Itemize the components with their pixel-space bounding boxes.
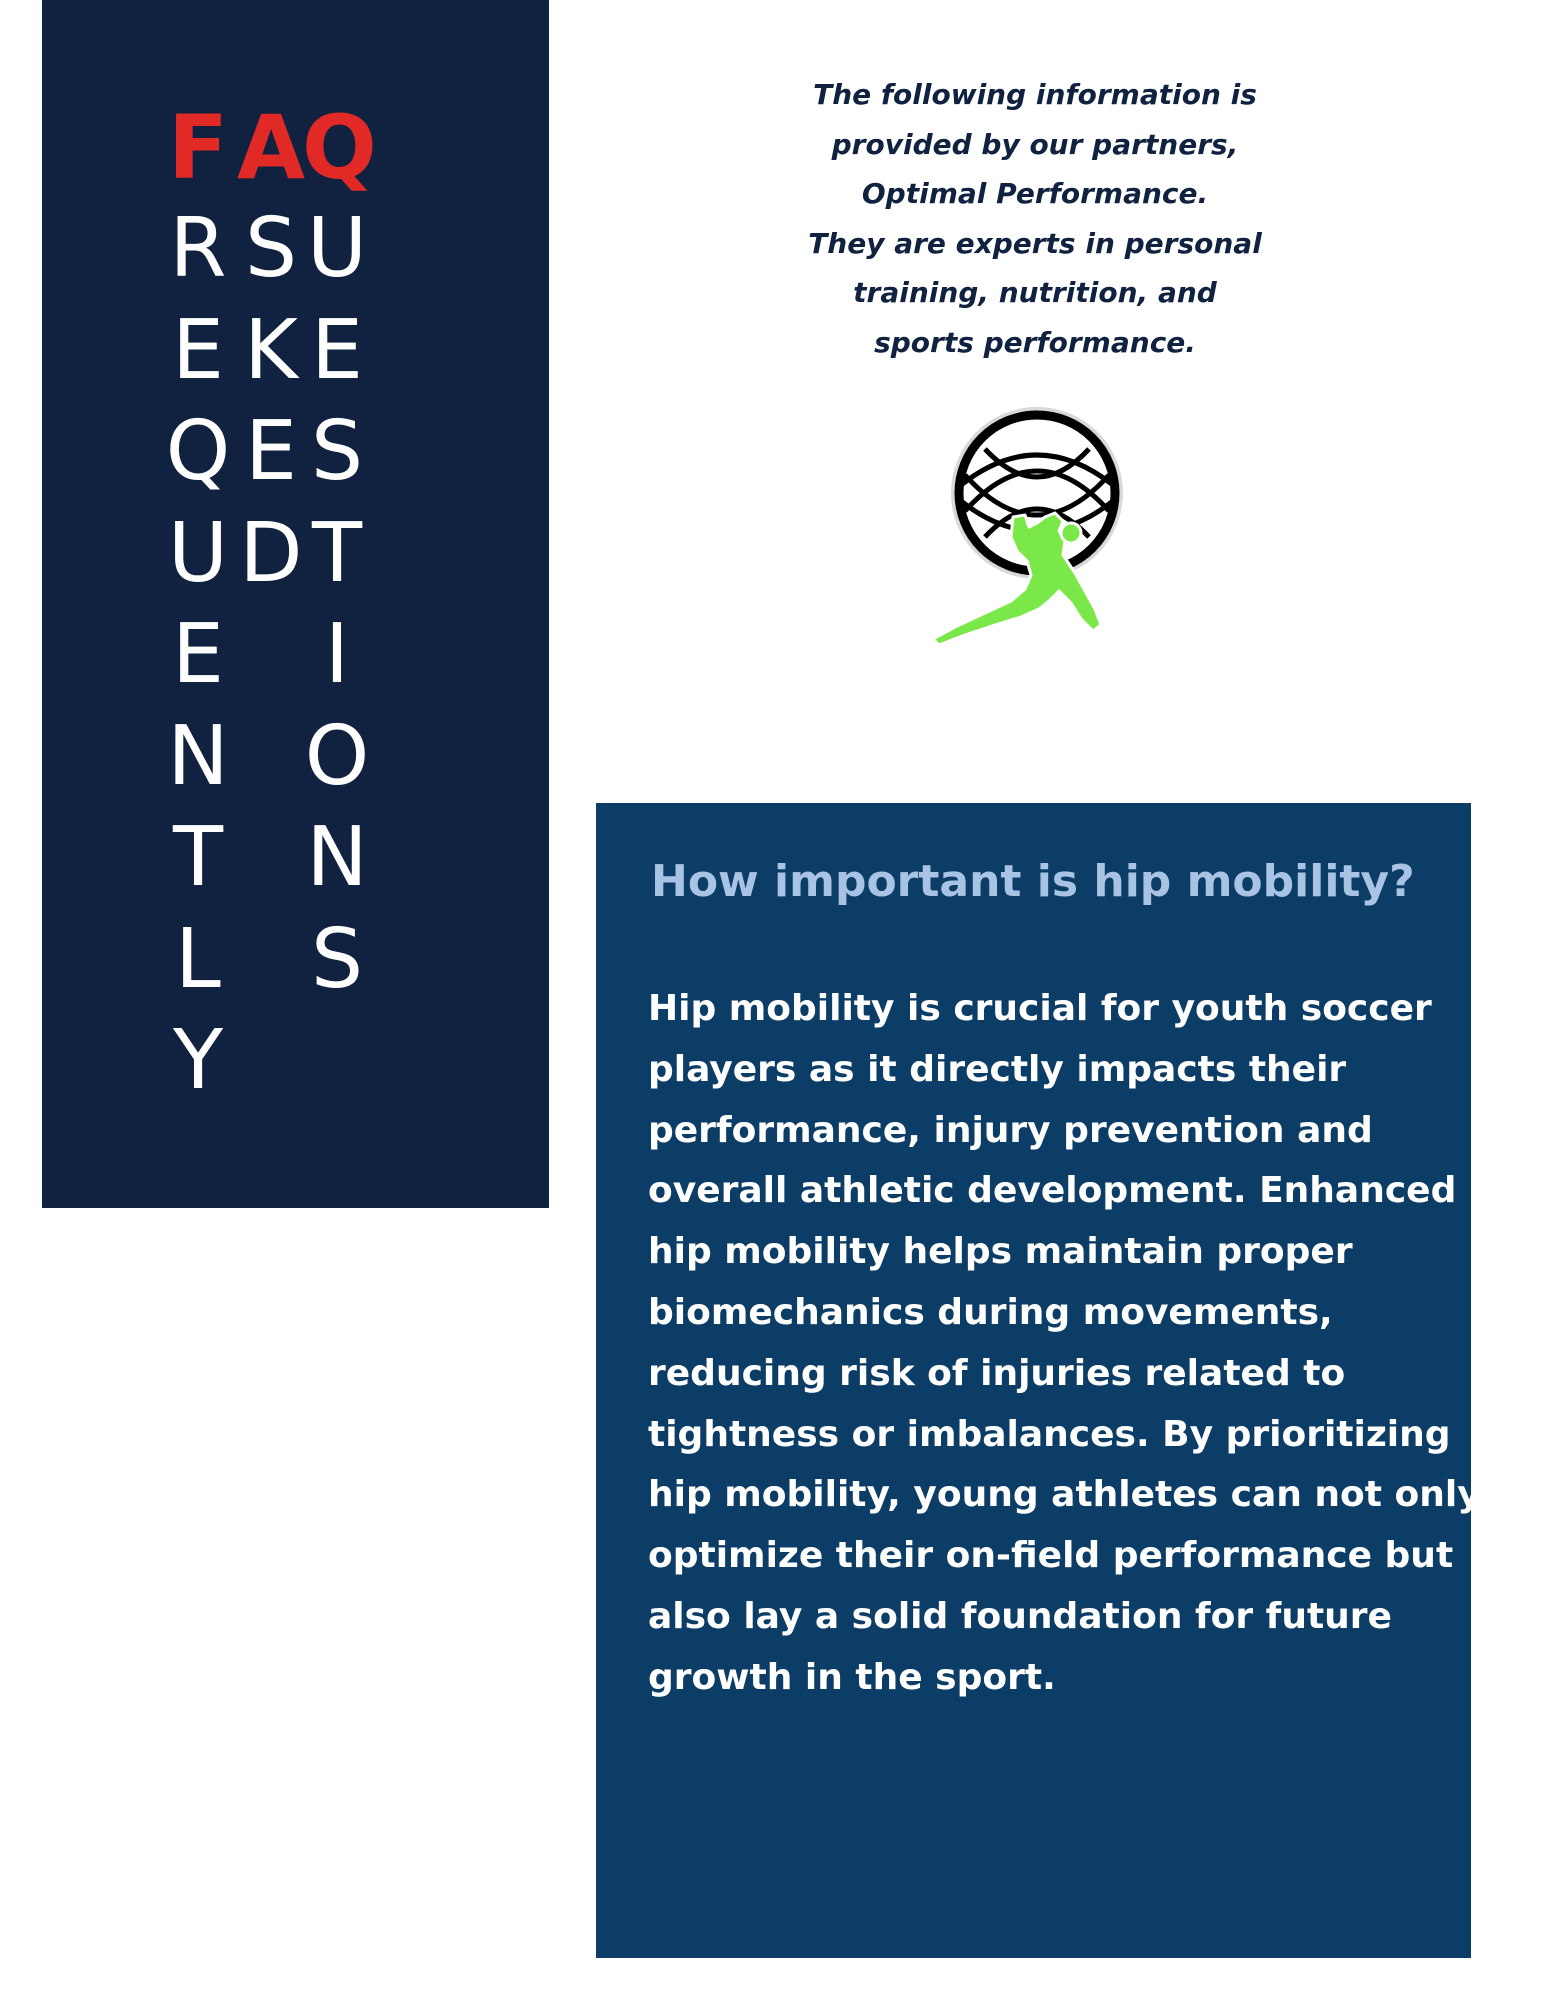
answer-line: reducing risk of injuries related to [648, 1352, 1346, 1394]
intro-line: They are experts in personal [808, 226, 1262, 260]
optimal-performance-logo-icon [925, 405, 1145, 675]
answer-line: growth in the sport. [648, 1656, 1056, 1698]
acronym-letter-a: A [236, 96, 306, 199]
answer-line: performance, injury prevention and [648, 1109, 1373, 1151]
answer-line: also lay a solid foundation for future [648, 1595, 1392, 1637]
acronym-letter-q: Q [302, 96, 377, 199]
answer-line: hip mobility helps maintain proper [648, 1231, 1353, 1273]
intro-line: provided by our partners, [831, 127, 1239, 161]
intro-line: The following information is [813, 78, 1257, 111]
partner-intro [760, 70, 1310, 367]
answer-line: biomechanics during movements, [648, 1291, 1333, 1333]
word-frequently: REQUENTLY [165, 201, 231, 1108]
intro-line: Optimal Performance. [861, 177, 1209, 210]
question-heading: How important is hip mobility? [651, 856, 1415, 907]
answer-line: players as it directly impacts their [648, 1048, 1347, 1090]
answer-text [648, 979, 1481, 1709]
intro-line: sports performance. [874, 325, 1196, 359]
word-asked: SKED [239, 201, 303, 601]
qa-panel [596, 803, 1481, 1958]
answer-line: Hip mobility is crucial for youth soccer [648, 988, 1432, 1029]
intro-line: training, nutrition, and [853, 276, 1217, 309]
word-questions: UESTIONS [304, 201, 370, 1007]
answer-line: optimize their on-field performance but [648, 1535, 1454, 1577]
answer-line: hip mobility, young athletes can not only [648, 1474, 1481, 1516]
answer-line: overall athletic development. Enhanced [648, 1170, 1457, 1212]
acronym-letter-f: F [167, 96, 229, 199]
answer-line: tightness or imbalances. By prioritizing [648, 1413, 1451, 1455]
